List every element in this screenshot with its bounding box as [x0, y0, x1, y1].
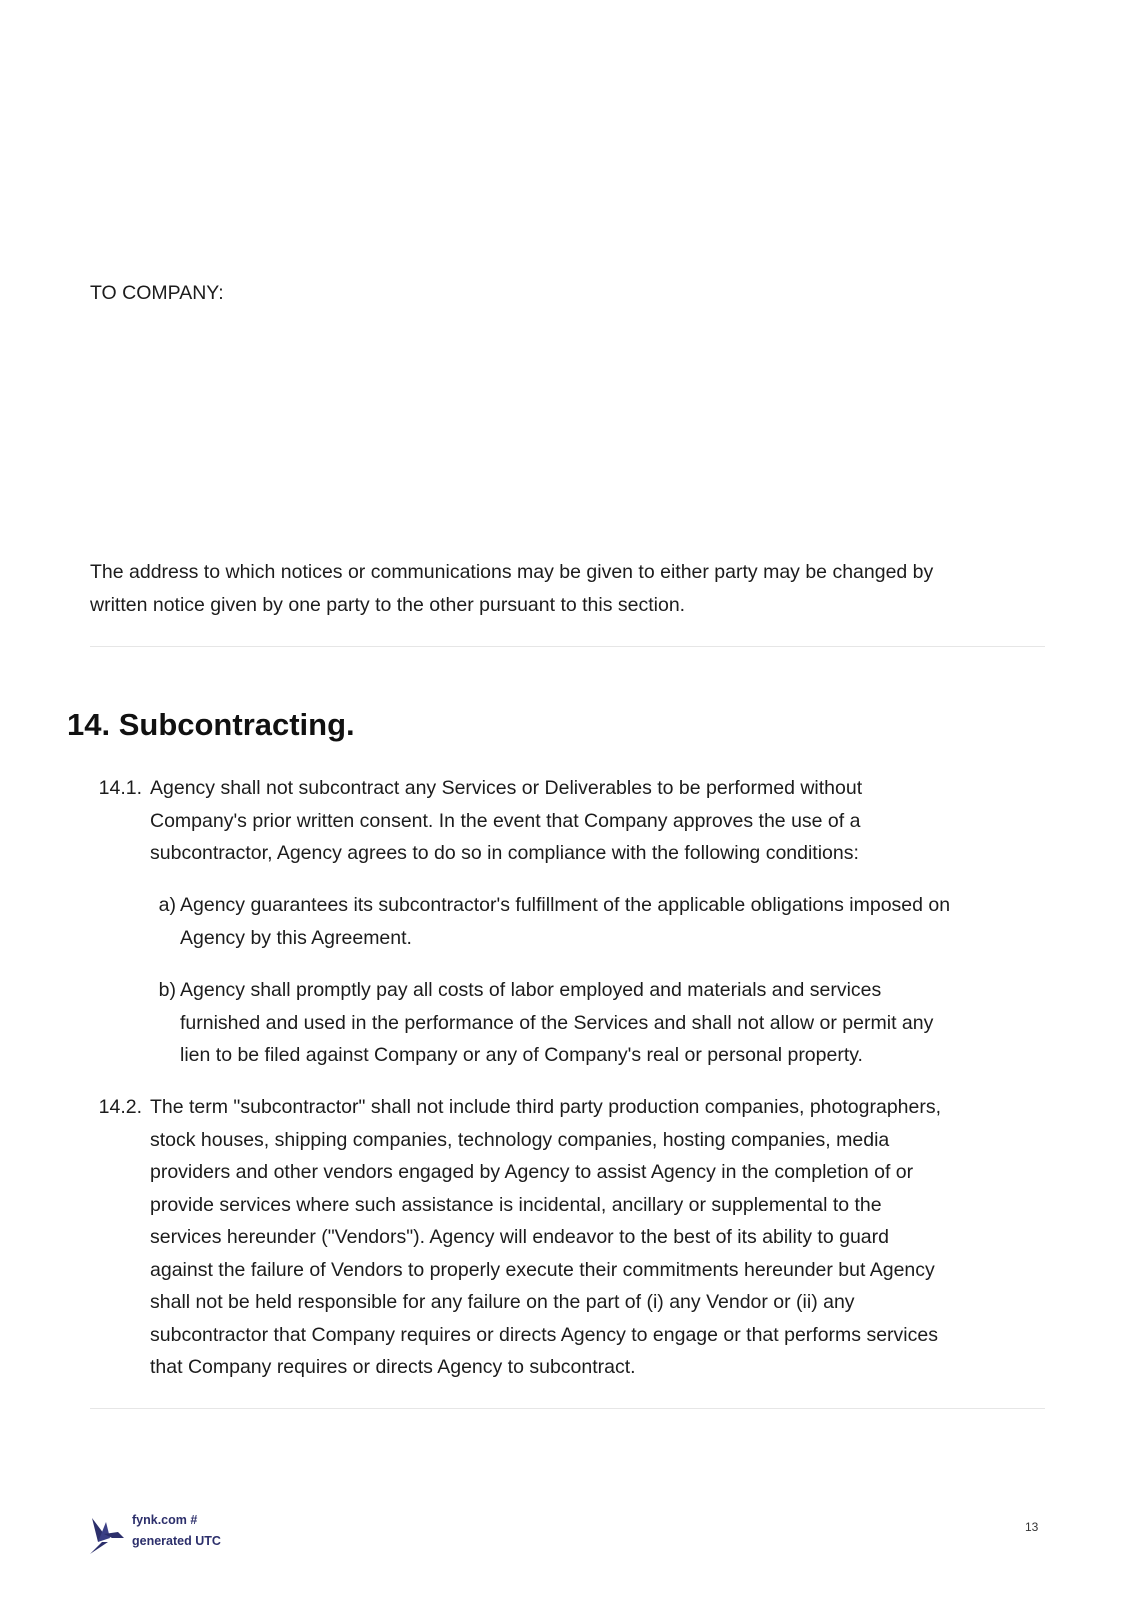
list-item-line: lien to be filed against Company or any of Company's real or personal property.: [180, 1044, 863, 1066]
section-heading: 14. Subcontracting.: [67, 707, 355, 742]
clause-14-2-text: [150, 1091, 1060, 1384]
section-divider: [90, 646, 1045, 647]
list-item-line: Agency shall promptly pay all costs of labor employed and materials and services: [180, 979, 882, 1001]
clause-line: services hereunder ("Vendors"). Agency will endeavor to the best of its ability to guard: [150, 1226, 889, 1248]
list-marker: b): [158, 979, 176, 1001]
clause-number: 14.2.: [98, 1096, 142, 1118]
clause-line: shall not be held responsible for any failure on the part of (i) any Vendor or (ii) any: [150, 1291, 855, 1313]
footer-generated-line: generated UTC: [132, 1534, 221, 1548]
clause-14-1-text: [150, 772, 1050, 870]
list-marker: a): [158, 894, 176, 916]
clause-line: The term "subcontractor" shall not include third party production companies, photographers,: [150, 1096, 942, 1118]
to-company-label: TO COMPANY:: [90, 282, 224, 304]
notice-change-paragraph: [90, 556, 1050, 621]
list-item-line: Agency guarantees its subcontractor's fulfillment of the applicable obligations imposed on: [180, 894, 951, 916]
section-divider: [90, 1408, 1045, 1409]
clause-line: subcontractor, Agency agrees to do so in compliance with the following conditions:: [150, 842, 859, 864]
fynk-bird-logo-icon: [88, 1512, 128, 1556]
page-number: 13: [1025, 1520, 1039, 1534]
list-item-line: Agency by this Agreement.: [180, 926, 412, 949]
paragraph-line: The address to which notices or communications may be given to either party may be changed by: [90, 561, 934, 583]
clause-line: that Company requires or directs Agency to subcontract.: [150, 1356, 636, 1378]
footer-brand-line: fynk.com #: [132, 1513, 198, 1527]
clause-line: Agency shall not subcontract any Services or Deliverables to be performed without: [150, 777, 863, 799]
paragraph-line: written notice given by one party to the other pursuant to this section.: [90, 593, 686, 616]
list-item-line: furnished and used in the performance of the Services and shall not allow or permit any: [180, 1011, 934, 1034]
list-item-b: [180, 974, 1060, 1072]
clause-line: subcontractor that Company requires or directs Agency to engage or that performs services: [150, 1323, 938, 1346]
footer-brand: [132, 1510, 221, 1552]
clause-line: providers and other vendors engaged by Agency to assist Agency in the completion of or: [150, 1161, 914, 1183]
clause-line: Company's prior written consent. In the event that Company approves the use of a: [150, 809, 861, 832]
clause-line: against the failure of Vendors to properly execute their commitments hereunder but Agency: [150, 1258, 935, 1281]
list-item-a: [180, 889, 1060, 954]
clause-number: 14.1.: [98, 777, 142, 799]
clause-line: stock houses, shipping companies, technology companies, hosting companies, media: [150, 1128, 890, 1151]
clause-line: provide services where such assistance is incidental, ancillary or supplemental to the: [150, 1193, 882, 1216]
